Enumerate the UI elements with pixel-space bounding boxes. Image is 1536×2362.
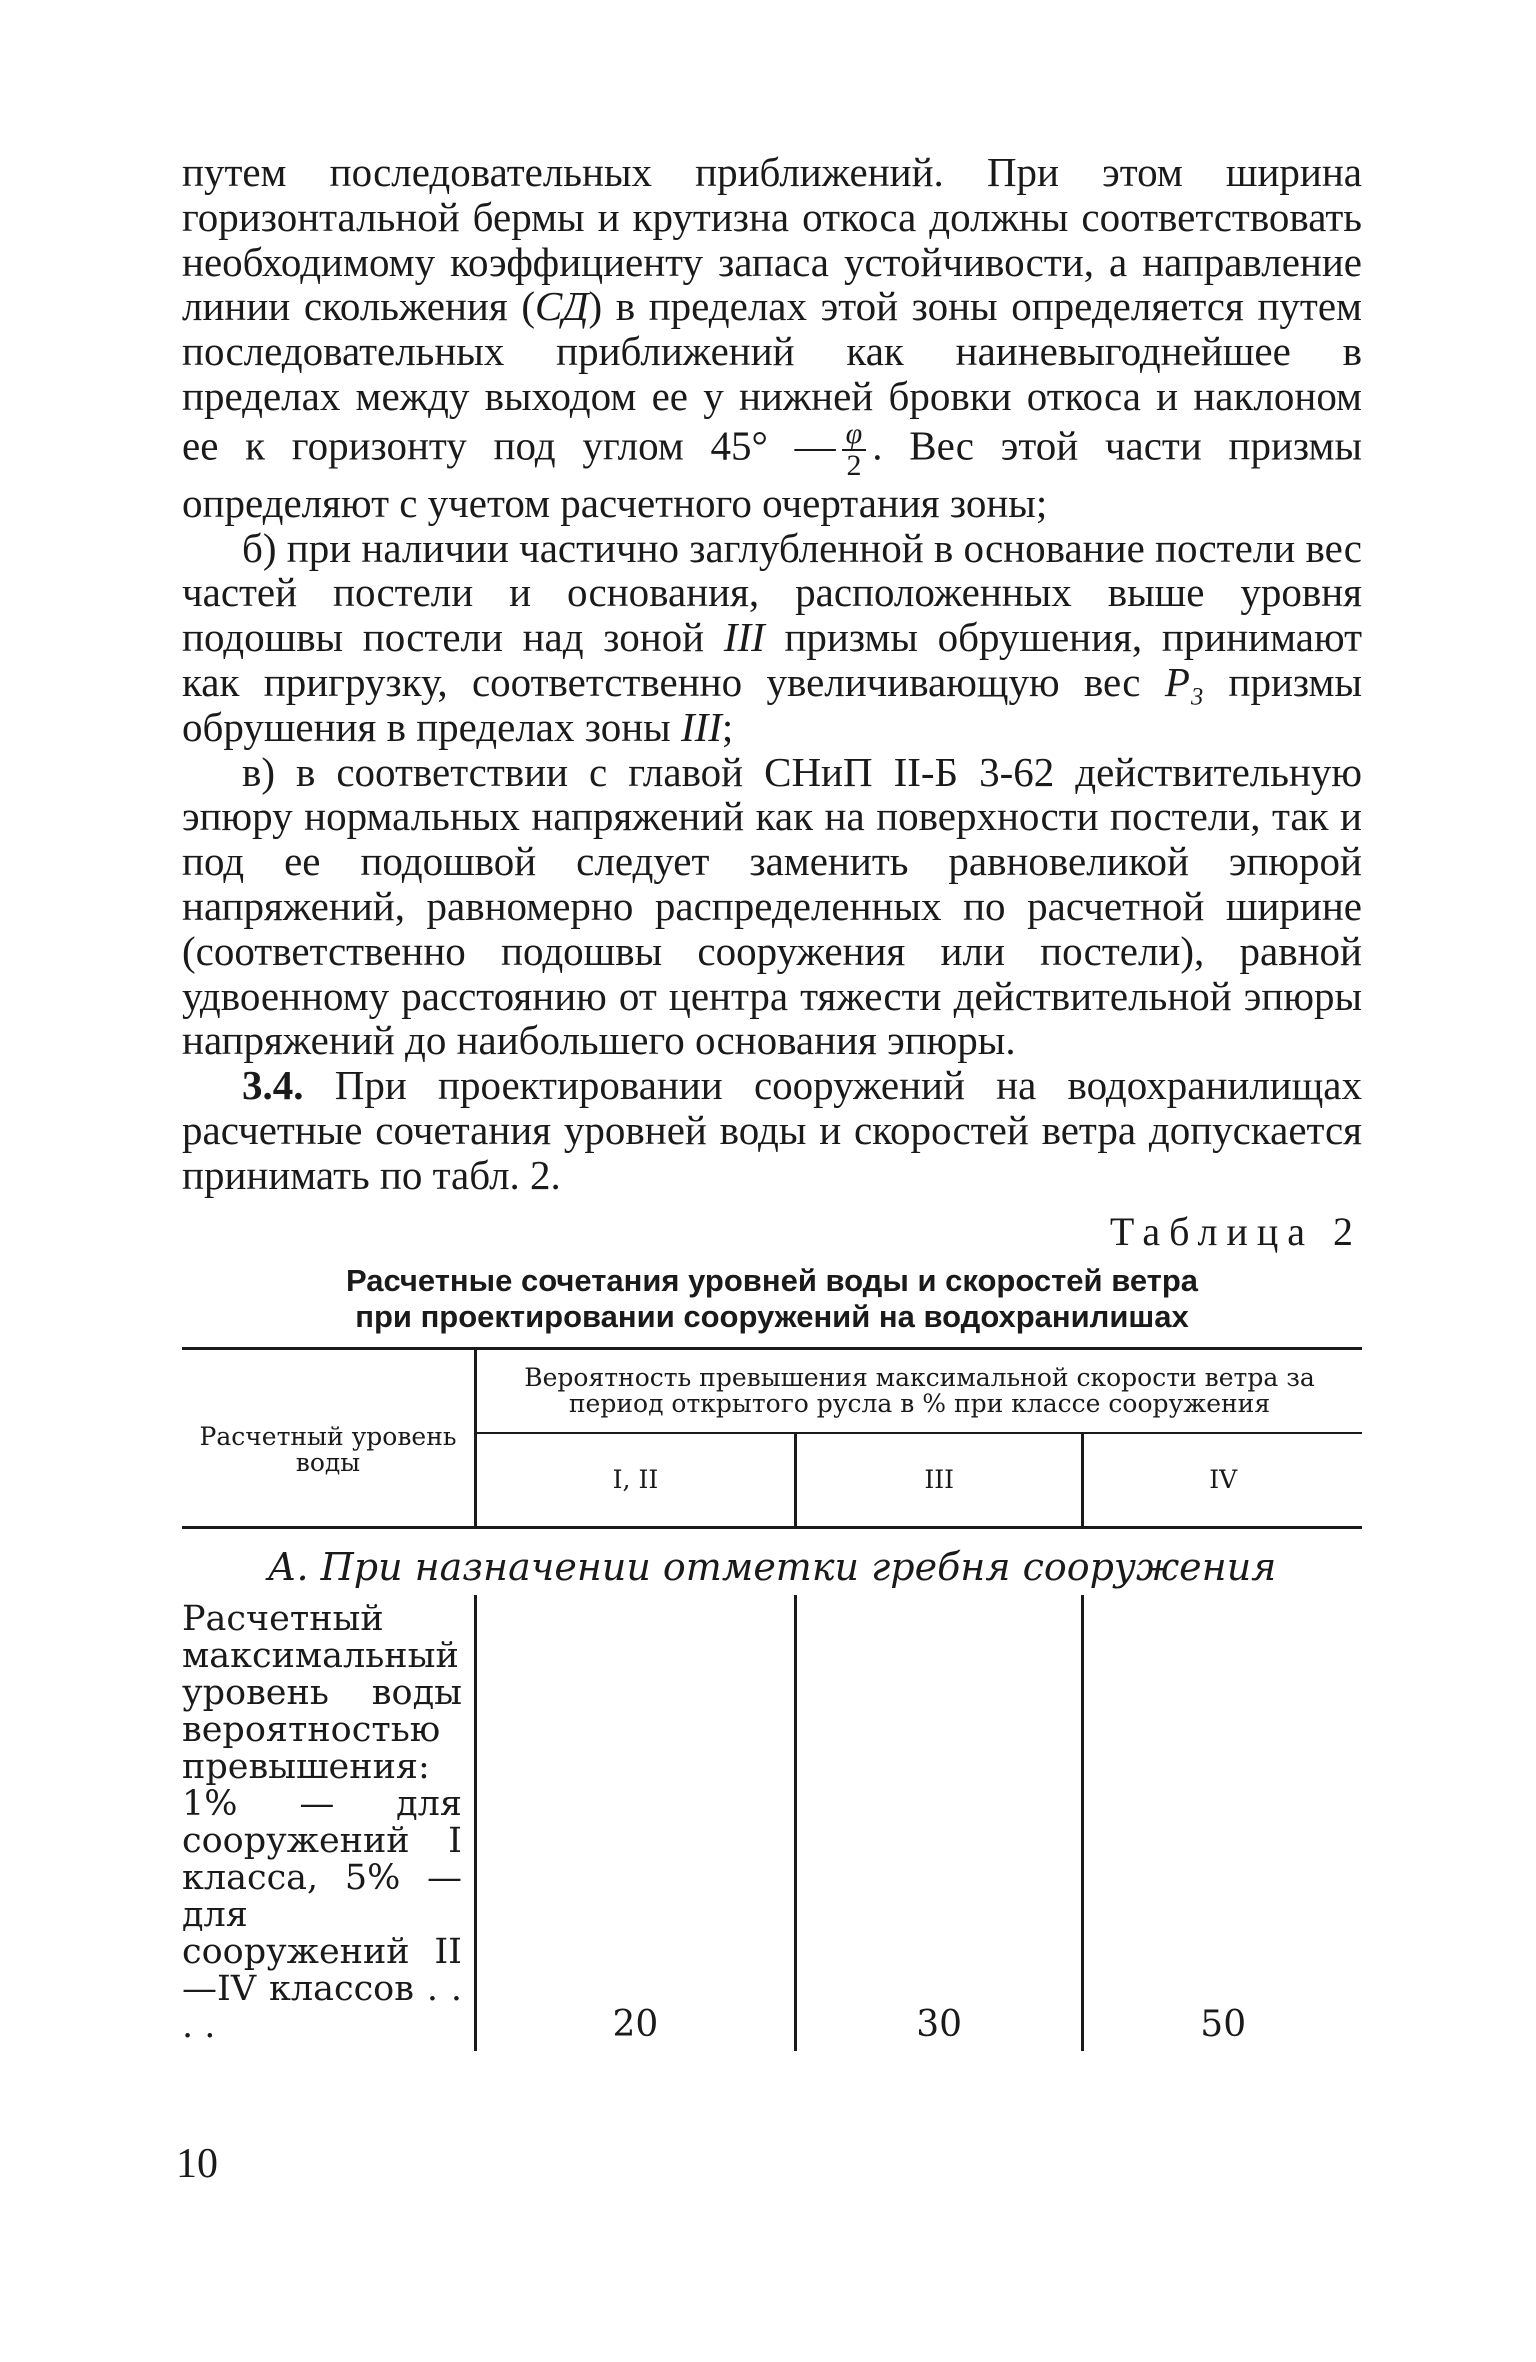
text-run: б) при наличии частично заглубленной в основание постели вес частей постели и основания, расположенных выше уровня подошвы постели над зоной (182, 524, 1362, 661)
column-header-water-level: Расчетный уровень воды (182, 1348, 476, 1527)
row-label: Расчетный максимальный уровень воды вероятностью превышения: 1% — для сооружений I класса, 5% — для сооружений II—IV классов . . . . (182, 1595, 476, 2051)
table-cell: 20 (476, 1595, 796, 2051)
table-title (182, 1263, 1362, 1335)
table-title-line: при проектировании сооружений на водохранилишах (355, 1298, 1189, 1334)
table-cell: 50 (1200, 2003, 1247, 2045)
page-number: 10 (176, 2141, 218, 2187)
fraction (842, 416, 867, 482)
fraction-denominator: 2 (846, 448, 862, 482)
table-section-title: А. При назначении отметки гребня сооружения (267, 1544, 1277, 1589)
text-run: призмы обрушения в пределах зоны (182, 658, 1362, 750)
table-title-line: Расчетные сочетания уровней воды и скоростей ветра (345, 1262, 1199, 1298)
data-table (182, 1347, 1362, 2051)
column-header-class: IV (1083, 1433, 1362, 1528)
paragraph-3: в) в соответствии с главой СНиП II-Б 3-62 действительную эпюру нормальных напряжений как на поверхности постели, так и под ее подошвой следует заменить равновеликой эпюрой напряжений, равномерно распределенных по расчетной ширине (соответственно подошвы сооружения или постели), равной удвоенному расстоянию от центра тяжести действительной эпюры напряжений до наибольшего основания эпюры. (182, 748, 1362, 1064)
paragraph-2 (182, 526, 1362, 750)
text-run: III (680, 703, 722, 750)
column-group-header: Вероятность превышения максимальной скорости ветра за период открытого русла в % при классе сооружения (524, 1362, 1315, 1418)
text-run: ; (721, 703, 734, 750)
text-run: P₃ (1164, 658, 1205, 705)
section-number: 3.4. (242, 1062, 304, 1109)
table-cell: 30 (795, 1595, 1083, 2051)
column-header-class: I, II (476, 1433, 796, 1528)
text-run: При проектировании сооружений на водохранилищах расчетные сочетания уровней воды и скоростей ветра допускается принимать по табл. 2. (182, 1062, 1362, 1198)
paragraph-1 (182, 150, 1362, 526)
text-run: III (723, 614, 765, 661)
text-run: СД (535, 283, 589, 330)
page-content (182, 150, 1362, 2051)
table-label: Таблица 2 (1109, 1208, 1362, 1254)
text-run: путем последовательных приближений. При этом ширина горизонтальной бермы и крутизна откоса должны соответствовать необходимому коэффициенту запаса устойчивости, а направление линии скольжения ( (182, 149, 1362, 330)
fraction-numerator: φ (842, 419, 867, 451)
paragraph-4 (182, 1063, 1362, 1197)
text-run: призмы обрушения, принимают как пригрузку, соответственно увеличивающую вес (182, 614, 1362, 705)
text-run: . Вес этой части призмы определяют с учетом расчетного очертания зоны; (182, 422, 1362, 526)
text-run: ) в пределах этой зоны определяется путем последовательных приближений как наиневыгоднейшее в пределах между выходом ее у нижней бровки откоса и наклоном ее к горизонту под углом 45° — (182, 283, 1362, 469)
column-header-class: III (795, 1433, 1083, 1528)
table-row (182, 1595, 1362, 2051)
